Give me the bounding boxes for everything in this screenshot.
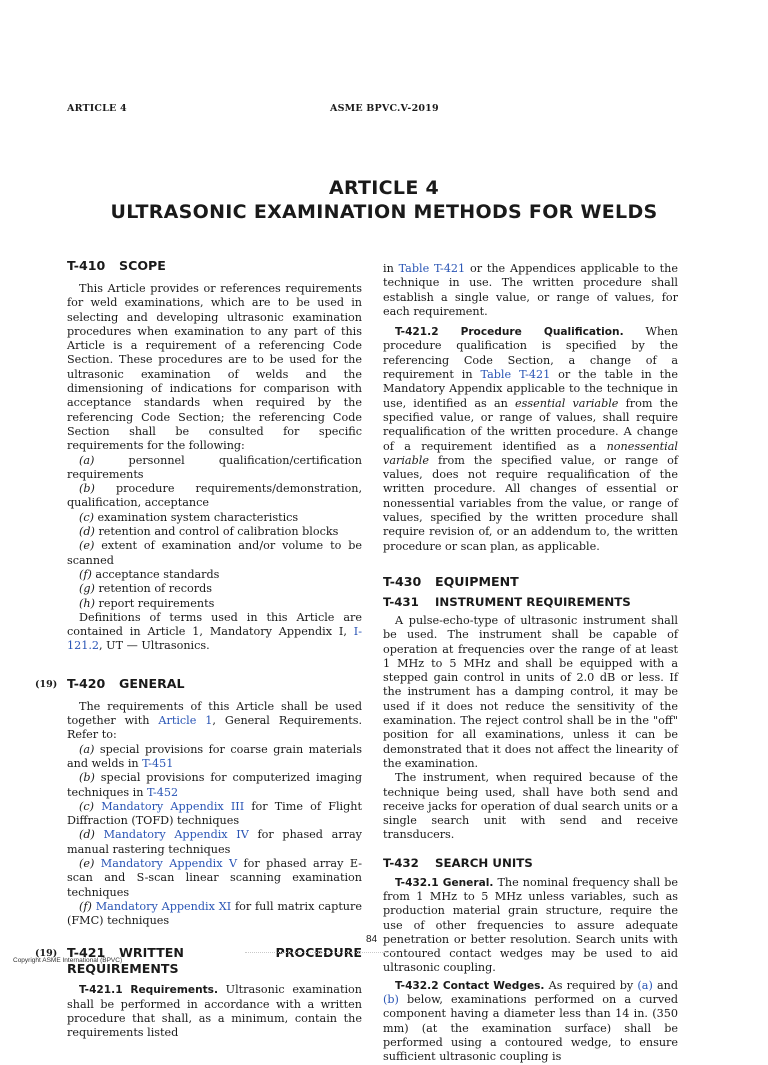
revision-flag: (19)	[35, 678, 58, 690]
list-item: (b) special provisions for computerized imaging techniques in T-452	[67, 771, 362, 799]
article-title-line1: ARTICLE 4	[328, 177, 440, 199]
list-item: (f) acceptance standards	[79, 567, 220, 581]
link-item-a[interactable]: (a)	[637, 978, 653, 992]
right-column	[383, 262, 678, 1065]
paragraph: This Article provides or references requirements for weld examinations, which are to be used in selecting and developing ultrasonic examination procedures when examination to any part of this Article is a requirement of a referencing Code Section. These procedures are to be used for the ultrasonic examination of welds and the dimensioning of indications for comparison with acceptance standards when required by the referencing Code Section; the referencing Code Section shall be consulted for specific requirements for the following:	[67, 282, 362, 453]
section-heading-t430	[383, 574, 678, 590]
list-item: (e) extent of examination and/or volume to be scanned	[67, 539, 362, 567]
paragraph: Definitions of terms used in this Article are contained in Article 1, Mandatory Appendix I, I-121.2, UT — Ultrasonics.	[67, 610, 362, 653]
paragraph: The requirements of this Article shall be used together with Article 1, General Requirements. Refer to:	[67, 699, 362, 742]
link-t-452[interactable]: T-452	[147, 785, 179, 799]
paragraph: in Table T-421 or the Appendices applicable to the technique in use. The written procedure shall establish a single value, or range of values, for each requirement.	[383, 262, 678, 318]
paragraph: T-432.1 General. The nominal frequency shall be from 1 MHz to 5 MHz unless variables, such as production material grain structure, require the use of other frequencies to assure adequate penetration or better resolution. Search units with contoured contact wedges may be used to aid ultrasonic coupling.	[383, 875, 678, 975]
runin-heading: T-421.2 Procedure Qualification.	[395, 326, 624, 339]
list-item: (d) Mandatory Appendix IV for phased array manual rastering techniques	[67, 828, 363, 856]
section-label: INSTRUMENT REQUIREMENTS	[435, 594, 631, 609]
t410-list	[67, 454, 362, 611]
left-column	[35, 258, 363, 1041]
link-i-121-2[interactable]: I-121.2	[67, 625, 362, 653]
section-heading-t410	[67, 258, 362, 274]
section-heading-t431	[383, 594, 678, 610]
section-label: WRITTEN PROCEDURE REQUIREMENTS	[67, 945, 362, 977]
running-header-left: ARTICLE 4	[67, 103, 127, 114]
list-item: (h) report requirements	[79, 596, 215, 610]
section-label: SEARCH UNITS	[435, 855, 533, 870]
link-t-451[interactable]: T-451	[142, 756, 174, 770]
runin-heading: T-421.1 Requirements.	[79, 984, 219, 997]
paragraph: T-432.2 Contact Wedges. As required by (a) and (b) below, examinations performed on a curved component having a diameter less than 14 in. (350 mm) (at the examination surface) shall be performed using a contoured wedge, to ensure sufficient ultrasonic coupling is	[383, 978, 678, 1064]
article-title-line2: ULTRASONIC EXAMINATION METHODS FOR WELDS	[110, 201, 658, 223]
section-number: T-430	[383, 573, 422, 589]
list-item: (b) procedure requirements/demonstration, qualification, acceptance	[67, 482, 362, 510]
revision-flag: (19)	[35, 948, 58, 960]
article-title	[0, 176, 768, 224]
link-appendix-xi[interactable]: Mandatory Appendix XI	[95, 899, 232, 913]
runin-heading: T-432.1 General.	[395, 876, 494, 889]
link-item-b[interactable]: (b)	[383, 993, 399, 1007]
section-label: SCOPE	[119, 258, 166, 273]
list-item: (e) Mandatory Appendix V for phased array E-scan and S-scan linear scanning examination techniques	[67, 856, 362, 899]
section-number: T-410	[67, 258, 106, 273]
list-item: (f) Mandatory Appendix XI for full matrix capture (FMC) techniques	[67, 899, 362, 928]
list-item: (g) retention of records	[79, 582, 212, 596]
section-number: T-431	[383, 594, 419, 609]
runin-heading: T-432.2 Contact Wedges.	[395, 979, 545, 992]
paragraph: A pulse-echo-type of ultrasonic instrument shall be used. The instrument shall be capable of operation at frequencies over the range of at least 1 MHz to 5 MHz and shall be equipped with a stepped gain control in units of 2.0 dB or less. If the instrument has a damping control, it may be used if it does not reduce the sensitivity of the examination. The reject control shall be in the "off" position for all examinations, unless it can be demonstrated that it does not affect the linearity of the examination.	[383, 613, 678, 770]
page-number: 84	[366, 934, 378, 945]
link-article-1[interactable]: Article 1	[158, 714, 213, 728]
paragraph: T-421.1 Requirements. Ultrasonic examination shall be performed in accordance with a written procedure that shall, as a minimum, contain the requirements listed	[67, 983, 362, 1040]
list-item: (c) examination system characteristics	[79, 510, 299, 524]
link-appendix-v[interactable]: Mandatory Appendix V	[100, 856, 238, 870]
section-heading-t432	[383, 855, 678, 871]
section-label: EQUIPMENT	[435, 573, 519, 589]
link-table-t-421[interactable]: Table T-421	[398, 262, 466, 275]
copyright-notice: Copyright ASME International (BPVC)	[13, 957, 123, 964]
section-number: T-420	[67, 675, 106, 691]
section-label: GENERAL	[119, 675, 185, 691]
paragraph: T-421.2 Procedure Qualification. When procedure qualification is specified by the referencing Code Section, a change of a requirement in Table T-421 or the table in the Mandatory Appendix applicable to the technique in use, identified as an essential variable from the specified value, or range of values, shall require requalification of the written procedure. A change of a requirement identified as a nonessential variable from the specified value, or range of values, does not require requalification of the written procedure. All changes of essential or nonessential variables from the value, or range of values, specified by the written procedure shall require revision of, or an addendum to, the written procedure or scan plan, as applicable.	[383, 325, 678, 553]
paragraph: The instrument, when required because of the technique being used, shall have both send and receive jacks for operation of dual search units or a single search unit with send and receive transducers.	[383, 771, 678, 842]
list-item: (a) personnel qualification/certification requirements	[67, 453, 362, 481]
section-number: T-421	[67, 945, 106, 961]
link-table-t-421[interactable]: Table T-421	[480, 368, 551, 382]
section-heading-t420	[35, 675, 362, 692]
list-item: (c) Mandatory Appendix III for Time of Flight Diffraction (TOFD) techniques	[67, 799, 362, 828]
link-appendix-iv[interactable]: Mandatory Appendix IV	[103, 828, 249, 842]
list-item: (d) retention and control of calibration blocks	[79, 525, 339, 539]
list-item: (a) special provisions for coarse grain materials and welds in T-451	[67, 742, 362, 770]
footer-divider	[245, 949, 395, 953]
running-header-right: ASME BPVC.V-2019	[330, 103, 439, 114]
section-number: T-432	[383, 855, 419, 870]
link-appendix-iii[interactable]: Mandatory Appendix III	[101, 799, 245, 813]
